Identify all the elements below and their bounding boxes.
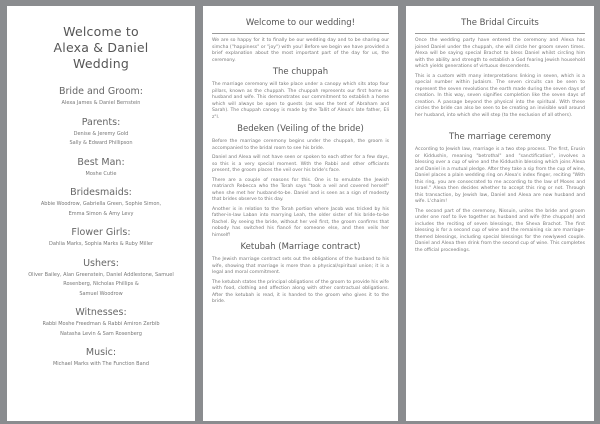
section-line: Samuel Woodrow [79, 290, 123, 297]
section-line: Dahlia Marks, Sophia Marks & Ruby Miller [48, 241, 153, 247]
chuppah-text: The marriage ceremony will take place under a canopy which sits atop four pillars, known as the chuppah. The chuppah represents our first home as husband and wife. This demonstrates our commitment to establish a home which will always be open to guests (as was the tent of Abraham and Sarah). The chuppah canopy is made by the Tallit of Alexa's late father, Eli z"l. [212, 82, 389, 120]
section-bride-groom [15, 86, 187, 108]
section-line: Natasha Levin & Sam Rosenberg [60, 330, 142, 337]
spacer [415, 122, 585, 126]
section-line: Emma Simon & Amy Levy [68, 210, 134, 217]
section-bridesmaids [15, 187, 187, 218]
bedeken-paragraph: Before the marriage ceremony begins under the chuppah, the groom is accompanied to the bridal room to see his bride. [212, 139, 389, 151]
bedeken-paragraph: Another is in relation to the Torah portion where Jacob was tricked by his father-in-law Laban into marrying Leah, the older sister of his bride-to-be Rachel. By seeing the bride, without her veil first, the groom confirms that nobody has switched his fiancé for someone else, and then veils her himself! [212, 206, 389, 238]
section-line: Moshe Cutie [85, 170, 117, 177]
section-ushers [15, 258, 187, 299]
section-heading: Bridesmaids: [70, 187, 132, 198]
section-line: Oliver Bailey, Alan Greenstein, Daniel Addlestone, Samuel [28, 271, 174, 278]
section-line: Rabbi Moshe Freedman & Rabbi Amiron Zerbib [42, 321, 160, 327]
section-flower-girls [15, 227, 187, 249]
marriage-paragraph: The second part of the ceremony, Nissuin, unites the bride and groom under one roof to live together as husband and wife (the chuppah) and includes the reciting of seven blessings, the Sheva Brachot. The first blessing is for a second cup of wine and the remaining six are marriage-themed blessings, including special blessings for the newlywed couple. Daniel and Alexa then drink from the second cup of wine. This completes the official proceedings. [415, 208, 585, 253]
details-panel [406, 6, 594, 421]
section-line: Abbie Woodrow, Gabriella Green, Sophie Simon, [40, 201, 162, 207]
section-heading: Bride and Groom: [59, 86, 143, 97]
program-panel [7, 6, 195, 421]
couple-title: Alexa & Daniel [53, 40, 149, 55]
chuppah-heading: The chuppah [272, 67, 329, 77]
welcome-text: We are so happy for it to finally be our wedding day and to be sharing our simcha ("happiness" or "joy") with you! Before we begin we have provided a brief explanation about the most important part of the day for us, the ceremony. [212, 38, 389, 63]
section-heading: Ushers: [83, 257, 119, 269]
section-heading: Parents: [81, 116, 121, 128]
section-line: Sally & Edward Phillipson [69, 140, 133, 146]
section-best-man [15, 157, 187, 179]
section-heading: Best Man: [77, 156, 125, 168]
section-line: Rosenberg, Nicholas Phillips & [63, 281, 139, 287]
section-line: Michael Marks with The Function Band [52, 361, 150, 367]
section-heading: Witnesses: [75, 307, 127, 318]
marriage-heading: The marriage ceremony [448, 132, 552, 142]
bedeken-heading: Bedeken (Veiling of the bride) [237, 124, 364, 134]
section-parents [15, 117, 187, 148]
section-music [15, 347, 187, 369]
section-witnesses [15, 307, 187, 338]
divider [212, 33, 389, 34]
circuits-paragraph: This is a custom with many interpretations linking in seven, which is a special number within Judaism. The seven circuits can be seen to represent the seven revolutions the earth made during the seven days of creation. In this way, seven signifies completion like the seven days of creation. A passage beyond the physical into the spiritual. With these circles the bride can also be seen to be creating an invisible wall around her husband, into which she will step (to the exclusion of all others). [415, 73, 585, 118]
welcome-title: Welcome to [63, 24, 139, 39]
section-heading: Flower Girls: [71, 227, 131, 238]
marriage-paragraph: According to Jewish law, marriage is a two step process. The first, Erusin or Kiddushin, meaning "betrothal" and "sanctification", involves a blessing over a cup of wine and the Kiddushin blessing which joins Alexa and Daniel in a mutual pledge. After they take a sip from the cup of wine, Daniel places a plain wedding ring on Alexa's index finger, reciting "With this ring, you are consecrated to me according to the law of Moses and Israel." Alexa then decides whether to accept this ring or not. Through this transaction, by Jewish law, Daniel and Alexa are now husband and wife. L'chaim! [415, 147, 585, 204]
wedding-title: Wedding [73, 56, 129, 71]
section-heading: Music: [85, 347, 117, 358]
divider [415, 33, 585, 34]
ceremony-panel [203, 6, 398, 421]
ketubah-paragraph: The Jewish marriage contract sets out the obligations of the husband to his wife, showing that marriage is more than a physical/spiritual union; it is a legal and moral commitment. [212, 257, 389, 275]
circuits-paragraph: Once the wedding party have entered the ceremony and Alexa has joined Daniel under the chuppah, she will circle her groom seven times. Alexa will be saying special Brachot to bless Daniel whilst circling him with the ability and strength to establish a God fearing Jewish household which yields generations of virtuous descendents. [415, 38, 585, 69]
bedeken-paragraph: There are a couple of reasons for this. One is to emulate the Jewish matriarch Rebecca who the Torah says "took a veil and covered herself" when she met her husband-to-be. Daniel and is seen as a sign of modesty that brides observe to this day. [212, 177, 389, 202]
circuits-heading: The Bridal Circuits [461, 18, 539, 28]
bedeken-paragraph: Daniel and Alexa will not have seen or spoken to each other for a few days, so this is a very special moment. With the Rabbi and other officiants present, the groom places the veil over his bride's face. [212, 155, 389, 173]
ketubah-paragraph: The ketubah states the principal obligations of the groom to provide his wife with food, clothing and affection along with other contractual obligations. After the ketubah is read, it is handed to the groom who gives it to the bride. [212, 279, 389, 304]
ketubah-heading: Ketubah (Marriage contract) [240, 242, 361, 252]
section-line: Alexa James & Daniel Bernstein [61, 100, 141, 106]
welcome-heading: Welcome to our wedding! [245, 18, 356, 28]
section-line: Denise & Jeremy Gold [73, 130, 129, 137]
